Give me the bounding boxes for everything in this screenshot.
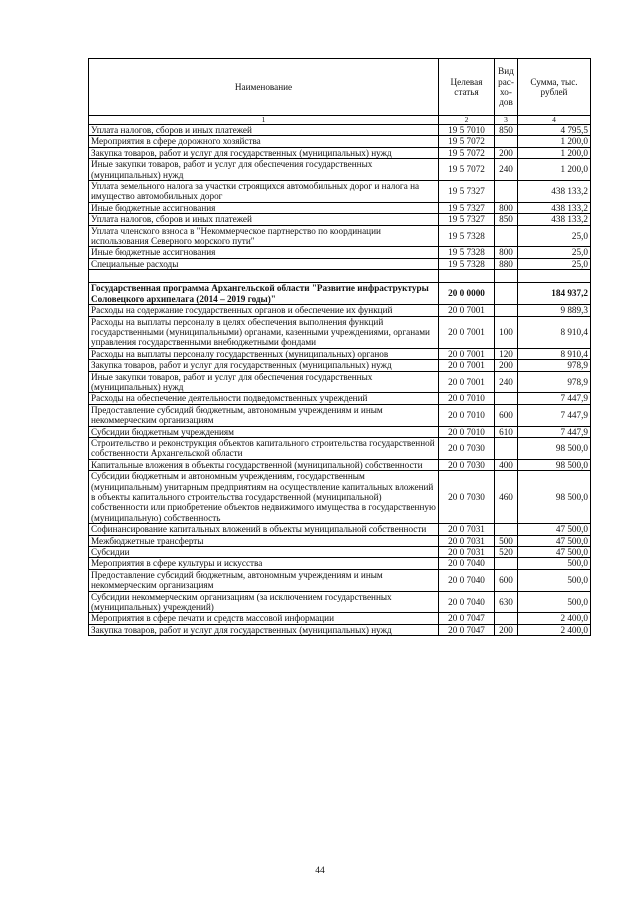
row-expense-type [495,613,518,624]
row-sum: 8 910,4 [518,316,591,348]
row-name: Закупка товаров, работ и услуг для государственных (муниципальных) нужд [89,360,439,371]
header-sum: Сумма, тыс. рублей [518,59,591,116]
row-name: Расходы на выплаты персоналу в целях обеспечения выполнения функций государственными (муниципальными) органами, казенными учреждениями, органами управления государственными внебюджетными фондами [89,316,439,348]
row-sum: 7 447,9 [518,393,591,404]
row-expense-type: 500 [495,535,518,546]
row-sum: 47 500,0 [518,524,591,535]
table-row [89,558,591,569]
row-target-article: 19 5 7328 [439,225,495,247]
row-name: Предоставление субсидий бюджетным, автономным учреждениям и иным некоммерческим организациям [89,569,439,591]
row-expense-type: 200 [495,624,518,635]
table-row [89,136,591,147]
column-number: 4 [518,116,591,125]
row-target-article: 20 0 0000 [439,283,495,305]
row-target-article: 19 5 7327 [439,214,495,225]
row-expense-type [495,305,518,316]
row-name: Уплата земельного налога за участки строящихся автомобильных дорог и налога на имущество автомобильных дорог [89,181,439,203]
table-row [89,214,591,225]
row-sum: 7 447,9 [518,404,591,426]
row-name: Расходы на выплаты персоналу государственных (муниципальных) органов [89,348,439,359]
row-name: Субсидии [89,547,439,558]
row-target-article: 20 0 7010 [439,426,495,437]
row-name [89,270,439,283]
column-number: 2 [439,116,495,125]
table-row [89,181,591,203]
table-row [89,569,591,591]
table-body [89,125,591,636]
row-name: Иные бюджетные ассигнования [89,202,439,213]
row-target-article: 20 0 7001 [439,348,495,359]
row-name: Уплата налогов, сборов и иных платежей [89,214,439,225]
header-target-article: Целевая статья [439,59,495,116]
spacer-row [89,270,591,283]
table-row [89,471,591,524]
row-target-article: 20 0 7030 [439,471,495,524]
table-row [89,360,591,371]
row-expense-type: 800 [495,247,518,258]
row-target-article: 20 0 7031 [439,535,495,546]
row-sum: 978,9 [518,371,591,393]
row-target-article: 20 0 7040 [439,569,495,591]
table-row [89,524,591,535]
row-expense-type: 120 [495,348,518,359]
row-sum: 1 200,0 [518,136,591,147]
row-name: Иные закупки товаров, работ и услуг для обеспечения государственных (муниципальных) нужд [89,159,439,181]
row-expense-type [495,283,518,305]
table-row [89,547,591,558]
row-expense-type [495,437,518,459]
header-name: Наименование [89,59,439,116]
row-name: Иные бюджетные ассигнования [89,247,439,258]
row-sum: 25,0 [518,225,591,247]
row-sum: 184 937,2 [518,283,591,305]
row-name: Специальные расходы [89,258,439,269]
row-target-article: 20 0 7001 [439,360,495,371]
row-target-article [439,270,495,283]
table-row [89,348,591,359]
row-expense-type: 200 [495,360,518,371]
row-sum: 47 500,0 [518,547,591,558]
row-expense-type: 240 [495,159,518,181]
row-sum: 2 400,0 [518,613,591,624]
row-name: Государственная программа Архангельской области "Развитие инфраструктуры Соловецкого архипелага (2014 – 2019 годы)" [89,283,439,305]
row-expense-type [495,270,518,283]
row-sum: 438 133,2 [518,181,591,203]
row-name: Уплата членского взноса в "Некоммерческое партнерство по координации использования Северного морского пути" [89,225,439,247]
row-name: Иные закупки товаров, работ и услуг для обеспечения государственных (муниципальных) нужд [89,371,439,393]
row-sum: 25,0 [518,247,591,258]
row-sum: 98 500,0 [518,471,591,524]
table-row [89,437,591,459]
row-target-article: 19 5 7072 [439,147,495,158]
row-name: Строительство и реконструкция объектов капитального строительства государственной собственности Архангельской области [89,437,439,459]
table-row [89,591,591,613]
row-name: Уплата налогов, сборов и иных платежей [89,125,439,136]
column-number: 1 [89,116,439,125]
row-name: Субсидии бюджетным и автономным учреждениям, государственным (муниципальным) унитарным предприятиям на осуществление капитальных вложений в объекты капитального строительства государственной (муниципальной) собственности или приобретение объектов недвижимого имущества в государственную (муниципальную) собственность [89,471,439,524]
row-target-article: 20 0 7040 [439,591,495,613]
row-target-article: 19 5 7327 [439,202,495,213]
row-target-article: 20 0 7040 [439,558,495,569]
row-expense-type: 240 [495,371,518,393]
row-expense-type: 600 [495,404,518,426]
row-expense-type: 850 [495,125,518,136]
row-target-article: 19 5 7328 [439,247,495,258]
row-target-article: 20 0 7030 [439,459,495,470]
table-row [89,159,591,181]
row-sum: 1 200,0 [518,159,591,181]
row-target-article: 20 0 7010 [439,393,495,404]
table-row [89,305,591,316]
row-sum: 500,0 [518,569,591,591]
row-name: Расходы на обеспечение деятельности подведомственных учреждений [89,393,439,404]
header-expense-type: Вид рас- хо- дов [495,59,518,116]
table-row [89,426,591,437]
row-sum: 978,9 [518,360,591,371]
row-name: Мероприятия в сфере культуры и искусства [89,558,439,569]
row-target-article: 19 5 7010 [439,125,495,136]
table-row [89,316,591,348]
row-expense-type: 850 [495,214,518,225]
row-target-article: 20 0 7030 [439,437,495,459]
row-target-article: 19 5 7328 [439,258,495,269]
program-row [89,283,591,305]
row-expense-type: 610 [495,426,518,437]
table-row [89,147,591,158]
row-target-article: 19 5 7327 [439,181,495,203]
row-target-article: 20 0 7047 [439,624,495,635]
row-target-article: 20 0 7047 [439,613,495,624]
table-row [89,125,591,136]
table-row [89,613,591,624]
row-target-article: 20 0 7010 [439,404,495,426]
row-name: Мероприятия в сфере дорожного хозяйства [89,136,439,147]
row-sum: 438 133,2 [518,214,591,225]
row-sum: 2 400,0 [518,624,591,635]
table-row [89,535,591,546]
row-expense-type: 100 [495,316,518,348]
row-sum: 500,0 [518,591,591,613]
page-number: 44 [315,866,325,876]
row-expense-type [495,524,518,535]
row-expense-type: 600 [495,569,518,591]
row-sum: 25,0 [518,258,591,269]
row-sum: 8 910,4 [518,348,591,359]
row-name: Мероприятия в сфере печати и средств массовой информации [89,613,439,624]
row-target-article: 20 0 7031 [439,524,495,535]
row-expense-type [495,558,518,569]
row-expense-type [495,393,518,404]
row-target-article: 20 0 7001 [439,305,495,316]
column-number: 3 [495,116,518,125]
table-row [89,404,591,426]
row-name: Субсидии бюджетным учреждениям [89,426,439,437]
row-target-article: 19 5 7072 [439,136,495,147]
row-sum: 47 500,0 [518,535,591,546]
row-expense-type: 460 [495,471,518,524]
table-row [89,624,591,635]
row-expense-type [495,136,518,147]
row-name: Расходы на содержание государственных органов и обеспечение их функций [89,305,439,316]
row-target-article: 19 5 7072 [439,159,495,181]
table-row [89,202,591,213]
row-expense-type: 800 [495,202,518,213]
row-name: Капитальные вложения в объекты государственной (муниципальной) собственности [89,459,439,470]
table-row [89,393,591,404]
table-row [89,225,591,247]
row-sum: 500,0 [518,558,591,569]
row-sum: 438 133,2 [518,202,591,213]
table-row [89,459,591,470]
row-sum: 4 795,5 [518,125,591,136]
row-expense-type: 880 [495,258,518,269]
row-target-article: 20 0 7001 [439,371,495,393]
row-expense-type: 520 [495,547,518,558]
row-expense-type [495,225,518,247]
row-name: Закупка товаров, работ и услуг для государственных (муниципальных) нужд [89,147,439,158]
table-row [89,371,591,393]
row-name: Предоставление субсидий бюджетным, автономным учреждениям и иным некоммерческим организациям [89,404,439,426]
row-name: Софинансирование капитальных вложений в объекты муниципальной собственности [89,524,439,535]
column-number-row [89,116,591,125]
row-sum: 1 200,0 [518,147,591,158]
row-sum: 98 500,0 [518,437,591,459]
row-name: Субсидии некоммерческим организациям (за исключением государственных (муниципальных) учреждений) [89,591,439,613]
row-expense-type [495,181,518,203]
row-sum: 7 447,9 [518,426,591,437]
row-target-article: 20 0 7031 [439,547,495,558]
row-expense-type: 200 [495,147,518,158]
budget-table [88,58,591,636]
row-sum: 98 500,0 [518,459,591,470]
row-sum: 9 889,3 [518,305,591,316]
table-row [89,247,591,258]
row-expense-type: 400 [495,459,518,470]
row-name: Межбюджетные трансферты [89,535,439,546]
row-name: Закупка товаров, работ и услуг для государственных (муниципальных) нужд [89,624,439,635]
row-target-article: 20 0 7001 [439,316,495,348]
row-sum [518,270,591,283]
header-row [89,59,591,116]
row-expense-type: 630 [495,591,518,613]
table-row [89,258,591,269]
